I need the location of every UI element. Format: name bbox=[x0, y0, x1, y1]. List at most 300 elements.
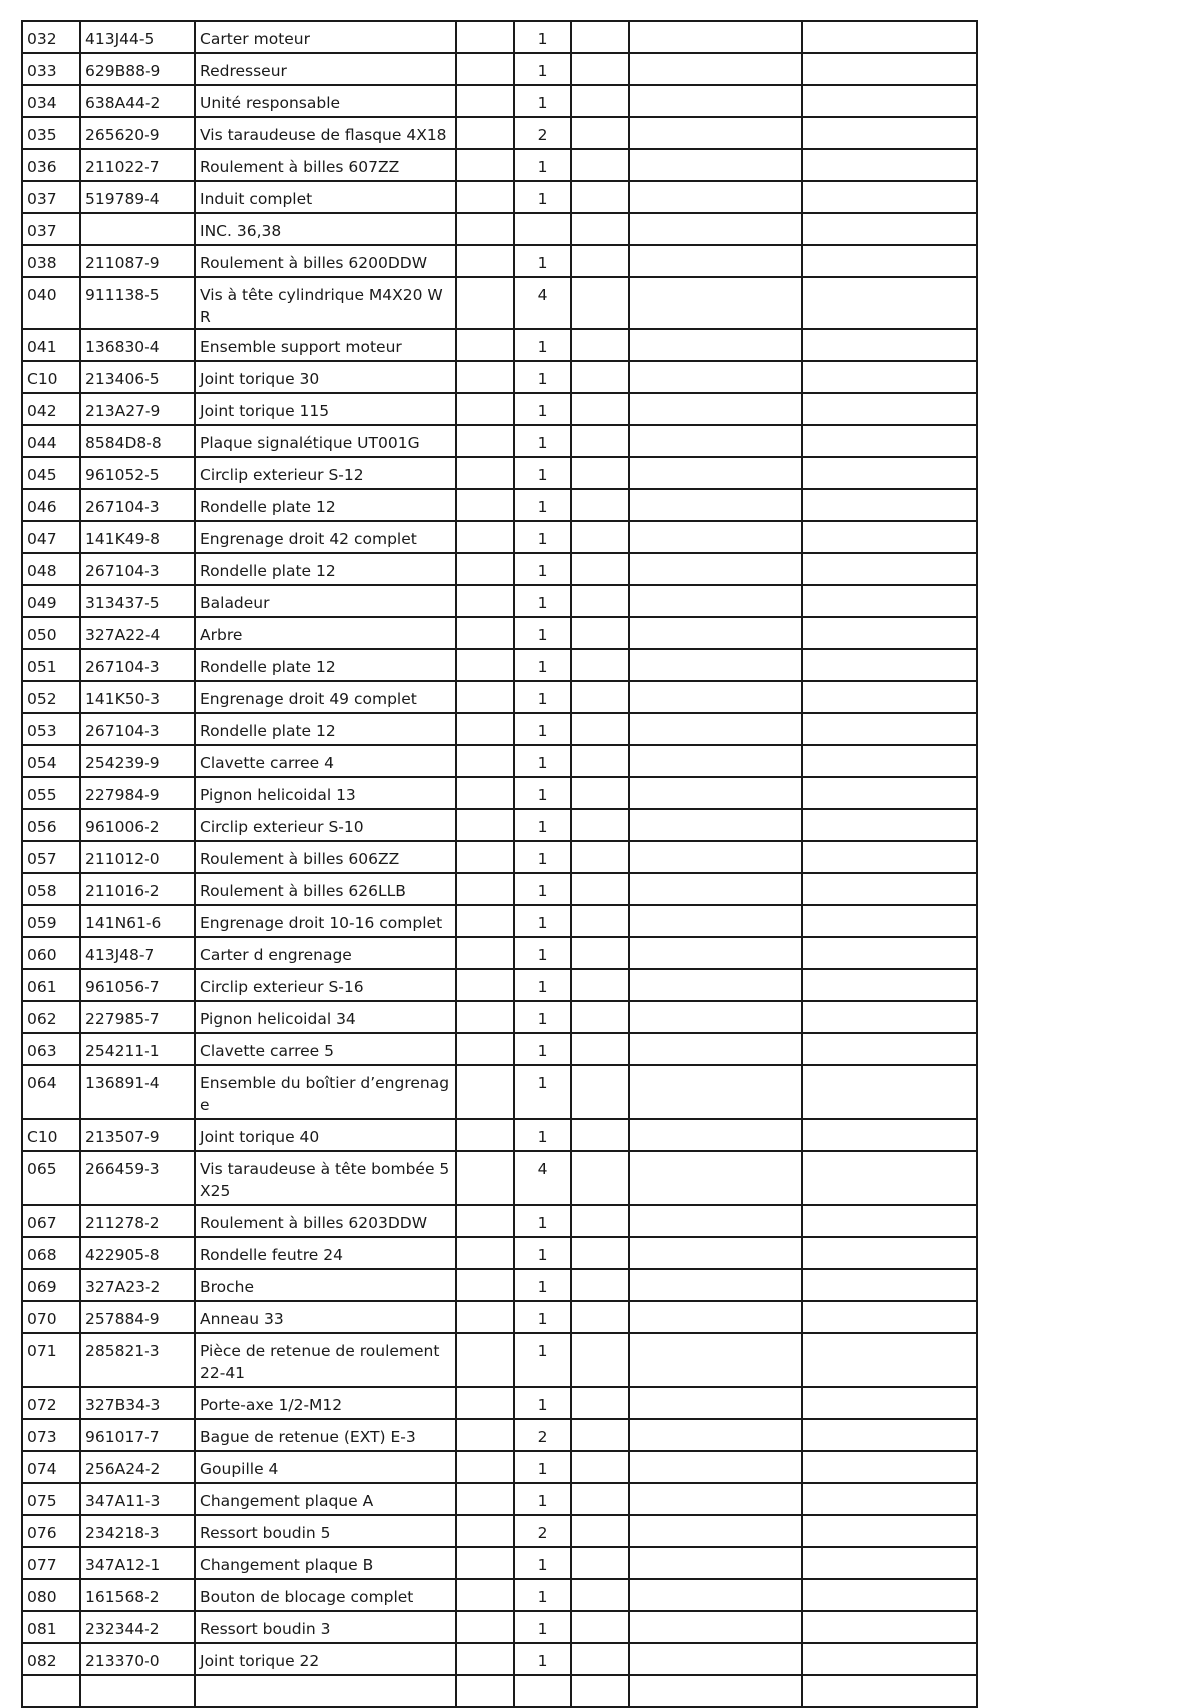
empty-cell bbox=[629, 149, 802, 181]
empty-cell bbox=[571, 969, 629, 1001]
empty-cell bbox=[802, 617, 977, 649]
item-number-cell: C10 bbox=[22, 361, 80, 393]
empty-cell bbox=[629, 1451, 802, 1483]
empty-cell bbox=[629, 681, 802, 713]
empty-cell bbox=[802, 777, 977, 809]
empty-cell bbox=[629, 1237, 802, 1269]
empty-cell bbox=[571, 1065, 629, 1119]
empty-cell bbox=[571, 1119, 629, 1151]
option-cell bbox=[456, 1001, 514, 1033]
empty-cell bbox=[802, 21, 977, 53]
empty-cell bbox=[571, 873, 629, 905]
empty-cell bbox=[802, 1579, 977, 1611]
item-number-cell: 045 bbox=[22, 457, 80, 489]
description-cell: Goupille 4 bbox=[195, 1451, 456, 1483]
option-cell bbox=[456, 873, 514, 905]
empty-cell bbox=[571, 841, 629, 873]
option-cell bbox=[456, 777, 514, 809]
description-cell: Pièce de retenue de roulement 22-41 bbox=[195, 1333, 456, 1387]
part-number-cell: 629B88-9 bbox=[80, 53, 195, 85]
table-row bbox=[22, 1547, 977, 1579]
option-cell bbox=[456, 745, 514, 777]
part-number-cell: 267104-3 bbox=[80, 489, 195, 521]
table-row bbox=[22, 489, 977, 521]
part-number-cell: 213370-0 bbox=[80, 1643, 195, 1675]
empty-cell bbox=[802, 649, 977, 681]
part-number-cell: 327A22-4 bbox=[80, 617, 195, 649]
item-number-cell: 034 bbox=[22, 85, 80, 117]
quantity-cell: 1 bbox=[514, 1333, 571, 1387]
empty-cell bbox=[571, 457, 629, 489]
empty-cell bbox=[802, 1301, 977, 1333]
empty-cell bbox=[629, 117, 802, 149]
part-number-cell: 256A24-2 bbox=[80, 1451, 195, 1483]
table-row bbox=[22, 841, 977, 873]
description-cell: Roulement à billes 606ZZ bbox=[195, 841, 456, 873]
option-cell bbox=[456, 457, 514, 489]
empty-cell bbox=[629, 809, 802, 841]
empty-cell bbox=[571, 1451, 629, 1483]
item-number-cell: 053 bbox=[22, 713, 80, 745]
empty-cell bbox=[802, 85, 977, 117]
description-cell: Rondelle plate 12 bbox=[195, 649, 456, 681]
option-cell bbox=[456, 553, 514, 585]
empty-cell bbox=[571, 277, 629, 329]
table-row bbox=[22, 1451, 977, 1483]
option-cell bbox=[456, 1151, 514, 1205]
table-row bbox=[22, 969, 977, 1001]
empty-cell bbox=[802, 1065, 977, 1119]
item-number-cell: 080 bbox=[22, 1579, 80, 1611]
option-cell bbox=[456, 1387, 514, 1419]
quantity-cell: 4 bbox=[514, 277, 571, 329]
table-row bbox=[22, 905, 977, 937]
empty-cell bbox=[802, 245, 977, 277]
empty-cell bbox=[802, 361, 977, 393]
part-number-cell: 347A12-1 bbox=[80, 1547, 195, 1579]
quantity-cell: 1 bbox=[514, 1387, 571, 1419]
empty-cell bbox=[571, 617, 629, 649]
option-cell bbox=[456, 329, 514, 361]
description-cell: Baladeur bbox=[195, 585, 456, 617]
empty-cell bbox=[629, 1547, 802, 1579]
part-number-cell: 141N61-6 bbox=[80, 905, 195, 937]
table-row bbox=[22, 521, 977, 553]
description-cell: Roulement à billes 6203DDW bbox=[195, 1205, 456, 1237]
part-number-cell: 136891-4 bbox=[80, 1065, 195, 1119]
part-number-cell: 267104-3 bbox=[80, 713, 195, 745]
part-number-cell: 211022-7 bbox=[80, 149, 195, 181]
description-cell: Clavette carree 5 bbox=[195, 1033, 456, 1065]
item-number-cell: 082 bbox=[22, 1643, 80, 1675]
option-cell bbox=[456, 937, 514, 969]
table-row bbox=[22, 937, 977, 969]
quantity-cell: 1 bbox=[514, 617, 571, 649]
table-row bbox=[22, 425, 977, 457]
empty-cell bbox=[571, 1151, 629, 1205]
description-cell: Rondelle feutre 24 bbox=[195, 1237, 456, 1269]
empty-cell bbox=[802, 393, 977, 425]
part-number-cell: 211016-2 bbox=[80, 873, 195, 905]
empty-cell bbox=[802, 873, 977, 905]
option-cell bbox=[456, 1205, 514, 1237]
description-cell: Changement plaque B bbox=[195, 1547, 456, 1579]
empty-cell bbox=[629, 745, 802, 777]
description-cell: Joint torique 22 bbox=[195, 1643, 456, 1675]
empty-cell bbox=[802, 521, 977, 553]
empty-cell bbox=[629, 1065, 802, 1119]
description-cell bbox=[195, 1675, 456, 1707]
empty-cell bbox=[629, 1675, 802, 1707]
empty-cell bbox=[571, 713, 629, 745]
table-row bbox=[22, 1611, 977, 1643]
quantity-cell bbox=[514, 1675, 571, 1707]
item-number-cell: 064 bbox=[22, 1065, 80, 1119]
empty-cell bbox=[571, 809, 629, 841]
description-cell: Joint torique 30 bbox=[195, 361, 456, 393]
part-number-cell: 961017-7 bbox=[80, 1419, 195, 1451]
table-row bbox=[22, 457, 977, 489]
empty-cell bbox=[629, 457, 802, 489]
item-number-cell: 081 bbox=[22, 1611, 80, 1643]
empty-cell bbox=[571, 149, 629, 181]
empty-cell bbox=[629, 937, 802, 969]
empty-cell bbox=[629, 393, 802, 425]
description-cell: Vis à tête cylindrique M4X20 WR bbox=[195, 277, 456, 329]
item-number-cell: 033 bbox=[22, 53, 80, 85]
empty-cell bbox=[629, 489, 802, 521]
empty-cell bbox=[571, 245, 629, 277]
part-number-cell: 211087-9 bbox=[80, 245, 195, 277]
empty-cell bbox=[802, 1205, 977, 1237]
part-number-cell: 254239-9 bbox=[80, 745, 195, 777]
quantity-cell: 1 bbox=[514, 329, 571, 361]
empty-cell bbox=[802, 1515, 977, 1547]
empty-cell bbox=[802, 1419, 977, 1451]
empty-cell bbox=[802, 425, 977, 457]
item-number-cell: 048 bbox=[22, 553, 80, 585]
quantity-cell: 1 bbox=[514, 1269, 571, 1301]
item-number-cell: 056 bbox=[22, 809, 80, 841]
empty-cell bbox=[629, 1205, 802, 1237]
empty-cell bbox=[629, 649, 802, 681]
description-cell: Anneau 33 bbox=[195, 1301, 456, 1333]
item-number-cell: 046 bbox=[22, 489, 80, 521]
part-number-cell: 267104-3 bbox=[80, 649, 195, 681]
empty-cell bbox=[802, 809, 977, 841]
description-cell: Rondelle plate 12 bbox=[195, 489, 456, 521]
empty-cell bbox=[571, 117, 629, 149]
quantity-cell: 1 bbox=[514, 713, 571, 745]
empty-cell bbox=[802, 149, 977, 181]
item-number-cell: 065 bbox=[22, 1151, 80, 1205]
item-number-cell: 063 bbox=[22, 1033, 80, 1065]
item-number-cell: 059 bbox=[22, 905, 80, 937]
description-cell: Pignon helicoidal 13 bbox=[195, 777, 456, 809]
part-number-cell: 413J48-7 bbox=[80, 937, 195, 969]
quantity-cell: 1 bbox=[514, 1065, 571, 1119]
option-cell bbox=[456, 1333, 514, 1387]
quantity-cell: 1 bbox=[514, 553, 571, 585]
part-number-cell: 211278-2 bbox=[80, 1205, 195, 1237]
item-number-cell: 049 bbox=[22, 585, 80, 617]
option-cell bbox=[456, 489, 514, 521]
item-number-cell: 037 bbox=[22, 181, 80, 213]
quantity-cell: 1 bbox=[514, 1001, 571, 1033]
empty-cell bbox=[571, 905, 629, 937]
empty-cell bbox=[629, 1333, 802, 1387]
empty-cell bbox=[629, 213, 802, 245]
empty-cell bbox=[802, 1333, 977, 1387]
quantity-cell: 1 bbox=[514, 809, 571, 841]
item-number-cell: 032 bbox=[22, 21, 80, 53]
part-number-cell: 327B34-3 bbox=[80, 1387, 195, 1419]
description-cell: Ressort boudin 5 bbox=[195, 1515, 456, 1547]
table-row bbox=[22, 777, 977, 809]
item-number-cell: 042 bbox=[22, 393, 80, 425]
item-number-cell: 044 bbox=[22, 425, 80, 457]
empty-cell bbox=[802, 969, 977, 1001]
empty-cell bbox=[802, 1033, 977, 1065]
empty-cell bbox=[571, 1483, 629, 1515]
empty-cell bbox=[629, 873, 802, 905]
empty-cell bbox=[629, 1269, 802, 1301]
empty-cell bbox=[629, 1033, 802, 1065]
empty-cell bbox=[629, 245, 802, 277]
item-number-cell: 067 bbox=[22, 1205, 80, 1237]
empty-cell bbox=[802, 1675, 977, 1707]
table-row bbox=[22, 1333, 977, 1387]
part-number-cell: 136830-4 bbox=[80, 329, 195, 361]
item-number-cell: 050 bbox=[22, 617, 80, 649]
empty-cell bbox=[802, 1119, 977, 1151]
description-cell: Changement plaque A bbox=[195, 1483, 456, 1515]
table-row bbox=[22, 1151, 977, 1205]
empty-cell bbox=[802, 1643, 977, 1675]
description-cell: Arbre bbox=[195, 617, 456, 649]
option-cell bbox=[456, 649, 514, 681]
item-number-cell: 036 bbox=[22, 149, 80, 181]
item-number-cell: 074 bbox=[22, 1451, 80, 1483]
description-cell: Vis taraudeuse à tête bombée 5X25 bbox=[195, 1151, 456, 1205]
quantity-cell: 1 bbox=[514, 969, 571, 1001]
empty-cell bbox=[802, 1611, 977, 1643]
description-cell: Pignon helicoidal 34 bbox=[195, 1001, 456, 1033]
item-number-cell: 041 bbox=[22, 329, 80, 361]
empty-cell bbox=[629, 361, 802, 393]
quantity-cell: 1 bbox=[514, 873, 571, 905]
item-number-cell: 068 bbox=[22, 1237, 80, 1269]
item-number-cell: 035 bbox=[22, 117, 80, 149]
description-cell: Ensemble du boîtier d’engrenage bbox=[195, 1065, 456, 1119]
empty-cell bbox=[629, 1579, 802, 1611]
part-number-cell: 213507-9 bbox=[80, 1119, 195, 1151]
option-cell bbox=[456, 117, 514, 149]
empty-cell bbox=[571, 85, 629, 117]
empty-cell bbox=[571, 181, 629, 213]
empty-cell bbox=[629, 1419, 802, 1451]
empty-cell bbox=[629, 1611, 802, 1643]
empty-cell bbox=[571, 1419, 629, 1451]
empty-cell bbox=[571, 553, 629, 585]
quantity-cell: 1 bbox=[514, 1033, 571, 1065]
table-row bbox=[22, 1119, 977, 1151]
table-row bbox=[22, 329, 977, 361]
quantity-cell: 1 bbox=[514, 841, 571, 873]
option-cell bbox=[456, 21, 514, 53]
empty-cell bbox=[571, 21, 629, 53]
empty-cell bbox=[802, 745, 977, 777]
table-row bbox=[22, 1301, 977, 1333]
option-cell bbox=[456, 213, 514, 245]
table-row bbox=[22, 1001, 977, 1033]
table-row bbox=[22, 1237, 977, 1269]
description-cell: Rondelle plate 12 bbox=[195, 553, 456, 585]
part-number-cell: 327A23-2 bbox=[80, 1269, 195, 1301]
part-number-cell: 313437-5 bbox=[80, 585, 195, 617]
quantity-cell: 1 bbox=[514, 585, 571, 617]
quantity-cell: 1 bbox=[514, 1301, 571, 1333]
quantity-cell: 1 bbox=[514, 425, 571, 457]
empty-cell bbox=[802, 53, 977, 85]
empty-cell bbox=[629, 425, 802, 457]
empty-cell bbox=[629, 1151, 802, 1205]
part-number-cell: 413J44-5 bbox=[80, 21, 195, 53]
empty-cell bbox=[571, 1515, 629, 1547]
empty-cell bbox=[629, 617, 802, 649]
option-cell bbox=[456, 617, 514, 649]
part-number-cell: 141K50-3 bbox=[80, 681, 195, 713]
item-number-cell: 062 bbox=[22, 1001, 80, 1033]
quantity-cell: 1 bbox=[514, 457, 571, 489]
empty-cell bbox=[571, 585, 629, 617]
quantity-cell bbox=[514, 213, 571, 245]
table-row bbox=[22, 1675, 977, 1707]
part-number-cell bbox=[80, 1675, 195, 1707]
part-number-cell: 234218-3 bbox=[80, 1515, 195, 1547]
part-number-cell: 161568-2 bbox=[80, 1579, 195, 1611]
empty-cell bbox=[571, 1001, 629, 1033]
quantity-cell: 1 bbox=[514, 1119, 571, 1151]
description-cell: INC. 36,38 bbox=[195, 213, 456, 245]
quantity-cell: 1 bbox=[514, 149, 571, 181]
empty-cell bbox=[571, 521, 629, 553]
option-cell bbox=[456, 1675, 514, 1707]
part-number-cell: 961052-5 bbox=[80, 457, 195, 489]
table-row bbox=[22, 745, 977, 777]
table-row bbox=[22, 649, 977, 681]
option-cell bbox=[456, 1547, 514, 1579]
option-cell bbox=[456, 1237, 514, 1269]
quantity-cell: 1 bbox=[514, 1547, 571, 1579]
item-number-cell: 076 bbox=[22, 1515, 80, 1547]
quantity-cell: 1 bbox=[514, 1643, 571, 1675]
empty-cell bbox=[802, 329, 977, 361]
option-cell bbox=[456, 393, 514, 425]
quantity-cell: 1 bbox=[514, 1483, 571, 1515]
empty-cell bbox=[629, 905, 802, 937]
empty-cell bbox=[802, 553, 977, 585]
part-number-cell: 265620-9 bbox=[80, 117, 195, 149]
quantity-cell: 1 bbox=[514, 1205, 571, 1237]
table-row bbox=[22, 149, 977, 181]
empty-cell bbox=[571, 1333, 629, 1387]
table-row bbox=[22, 873, 977, 905]
quantity-cell: 1 bbox=[514, 1237, 571, 1269]
empty-cell bbox=[802, 1547, 977, 1579]
description-cell: Engrenage droit 10-16 complet bbox=[195, 905, 456, 937]
quantity-cell: 2 bbox=[514, 117, 571, 149]
empty-cell bbox=[629, 713, 802, 745]
empty-cell bbox=[802, 277, 977, 329]
option-cell bbox=[456, 277, 514, 329]
quantity-cell: 1 bbox=[514, 521, 571, 553]
table-row bbox=[22, 617, 977, 649]
empty-cell bbox=[571, 1387, 629, 1419]
option-cell bbox=[456, 1611, 514, 1643]
table-row bbox=[22, 1515, 977, 1547]
table-row bbox=[22, 393, 977, 425]
description-cell: Rondelle plate 12 bbox=[195, 713, 456, 745]
part-number-cell: 227984-9 bbox=[80, 777, 195, 809]
quantity-cell: 1 bbox=[514, 777, 571, 809]
empty-cell bbox=[571, 53, 629, 85]
parts-list-table bbox=[21, 20, 978, 1708]
option-cell bbox=[456, 1419, 514, 1451]
option-cell bbox=[456, 521, 514, 553]
quantity-cell: 1 bbox=[514, 1579, 571, 1611]
option-cell bbox=[456, 1301, 514, 1333]
part-number-cell: 422905-8 bbox=[80, 1237, 195, 1269]
empty-cell bbox=[571, 937, 629, 969]
table-row bbox=[22, 245, 977, 277]
description-cell: Roulement à billes 6200DDW bbox=[195, 245, 456, 277]
option-cell bbox=[456, 809, 514, 841]
table-row bbox=[22, 1483, 977, 1515]
table-row bbox=[22, 21, 977, 53]
empty-cell bbox=[802, 117, 977, 149]
part-number-cell: 911138-5 bbox=[80, 277, 195, 329]
empty-cell bbox=[571, 777, 629, 809]
description-cell: Carter moteur bbox=[195, 21, 456, 53]
empty-cell bbox=[629, 841, 802, 873]
part-number-cell: 519789-4 bbox=[80, 181, 195, 213]
option-cell bbox=[456, 905, 514, 937]
empty-cell bbox=[802, 457, 977, 489]
empty-cell bbox=[629, 1643, 802, 1675]
option-cell bbox=[456, 969, 514, 1001]
item-number-cell: 058 bbox=[22, 873, 80, 905]
part-number-cell: 267104-3 bbox=[80, 553, 195, 585]
empty-cell bbox=[629, 1515, 802, 1547]
description-cell: Induit complet bbox=[195, 181, 456, 213]
empty-cell bbox=[571, 393, 629, 425]
quantity-cell: 1 bbox=[514, 681, 571, 713]
item-number-cell: 060 bbox=[22, 937, 80, 969]
quantity-cell: 1 bbox=[514, 85, 571, 117]
option-cell bbox=[456, 1483, 514, 1515]
part-number-cell: 285821-3 bbox=[80, 1333, 195, 1387]
option-cell bbox=[456, 1119, 514, 1151]
option-cell bbox=[456, 1033, 514, 1065]
table-row bbox=[22, 213, 977, 245]
empty-cell bbox=[802, 1483, 977, 1515]
table-row bbox=[22, 361, 977, 393]
empty-cell bbox=[571, 1675, 629, 1707]
empty-cell bbox=[802, 181, 977, 213]
item-number-cell: C10 bbox=[22, 1119, 80, 1151]
empty-cell bbox=[629, 553, 802, 585]
